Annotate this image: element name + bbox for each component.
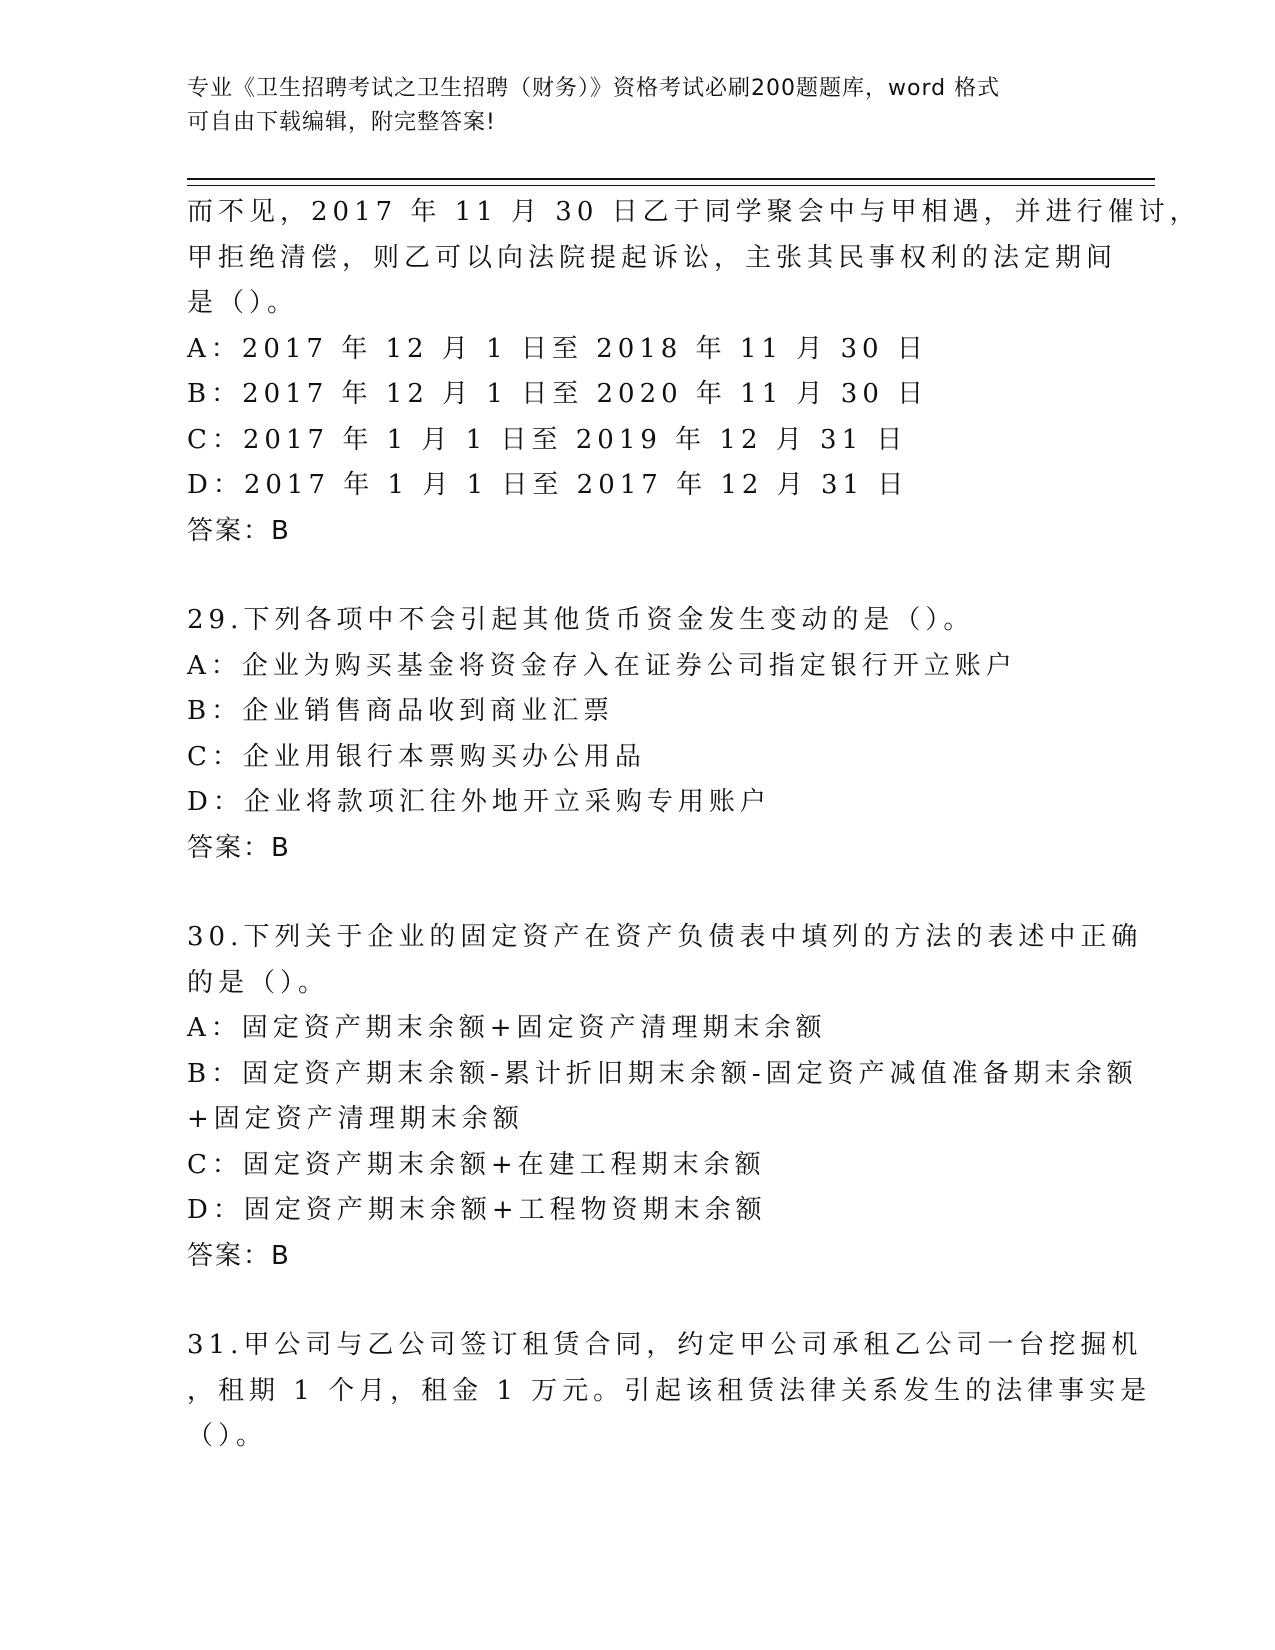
question-30 xyxy=(187,915,1143,1279)
header-title-line-1: 专业《卫生招聘考试之卫生招聘（财务）》资格考试必刷200题题库，word 格式 xyxy=(187,76,1001,101)
option-c: C：2017 年 1 月 1 日至 2019 年 12 月 31 日 xyxy=(187,424,908,455)
spacer xyxy=(187,1279,1087,1323)
question-stem-line: 而不见，2017 年 11 月 30 日乙于同学聚会中与甲相遇，并进行催讨， xyxy=(187,197,1201,227)
option-d: D：企业将款项汇往外地开立采购专用账户 xyxy=(187,787,771,817)
question-stem-line: 的是（）。 xyxy=(187,967,330,998)
header-divider xyxy=(187,178,1155,186)
question-stem-line: 甲拒绝清偿，则乙可以向法院提起诉讼，主张其民事权利的法定期间 xyxy=(187,242,1118,273)
option-b: B：固定资产期末余额-累计折旧期末余额-固定资产减值准备期末余额 xyxy=(187,1058,1138,1089)
question-31 xyxy=(187,1323,1152,1460)
option-c: C：固定资产期末余额+在建工程期末余额 xyxy=(187,1149,766,1180)
option-c: C：企业用银行本票购买办公用品 xyxy=(187,741,646,772)
answer-line: 答案：B xyxy=(187,515,291,546)
header-title-line-2: 可自由下载编辑，附完整答案! xyxy=(187,110,496,135)
document-header xyxy=(187,72,1067,140)
question-stem-line: 29.下列各项中不会引起其他货币资金发生变动的是（）。 xyxy=(187,605,975,635)
option-a: A：固定资产期末余额+固定资产清理期末余额 xyxy=(187,1013,827,1043)
option-b: B：企业销售商品收到商业汇票 xyxy=(187,696,615,726)
question-28 xyxy=(187,190,1201,554)
spacer xyxy=(187,554,1087,598)
option-d: D：固定资产期末余额+工程物资期末余额 xyxy=(187,1195,767,1225)
question-stem-line: 30.下列关于企业的固定资产在资产负债表中填列的方法的表述中正确 xyxy=(187,922,1143,952)
question-stem-line: ，租期 1 个月，租金 1 万元。引起该租赁法律关系发生的法律事实是 xyxy=(187,1375,1152,1406)
answer-line: 答案：B xyxy=(187,1240,291,1271)
question-stem-line: 是（）。 xyxy=(187,288,299,318)
spacer xyxy=(187,871,1087,915)
option-d: D：2017 年 1 月 1 日至 2017 年 12 月 31 日 xyxy=(187,470,909,500)
option-a: A：企业为购买基金将资金存入在证券公司指定银行开立账户 xyxy=(187,650,1017,681)
question-list xyxy=(187,190,1201,1460)
option-b: B：2017 年 12 月 1 日至 2020 年 11 月 30 日 xyxy=(187,379,929,409)
option-a: A：2017 年 12 月 1 日至 2018 年 11 月 30 日 xyxy=(187,333,928,364)
option-b-continued: +固定资产清理期末余额 xyxy=(187,1104,524,1134)
question-stem-line: （）。 xyxy=(187,1421,268,1451)
question-stem-line: 31.甲公司与乙公司签订租赁合同，约定甲公司承租乙公司一台挖掘机 xyxy=(187,1330,1143,1360)
question-29 xyxy=(187,598,1087,871)
answer-line: 答案：B xyxy=(187,832,291,863)
